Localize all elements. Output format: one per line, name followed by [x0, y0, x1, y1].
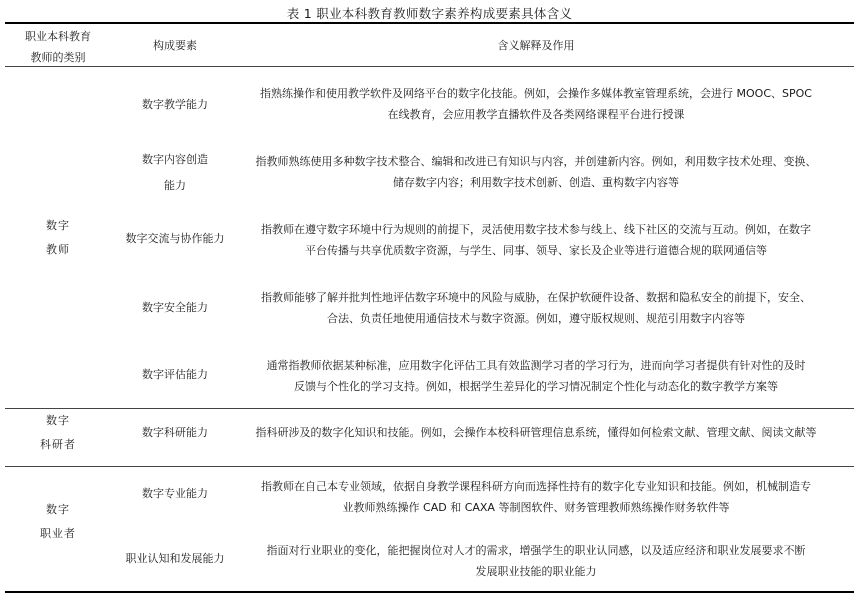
element-cell	[108, 226, 242, 252]
description-cell	[238, 355, 834, 397]
description-cell	[238, 540, 834, 582]
bottom-rule	[5, 591, 854, 593]
description-line1: 指教师在遵守数字环境中行为规则的前提下，灵活使用数字技术参与线上、线下社区的交流与互动。例如，在数字	[261, 223, 811, 236]
description-line1: 指教师能够了解并批判性地评估数字环境中的风险与威胁，在保护软硬件设备、数据和隐私安全的前提下，安全、	[261, 291, 811, 304]
element-line1: 数字专业能力	[142, 487, 208, 500]
description-cell	[238, 83, 834, 125]
group-rule	[5, 408, 854, 409]
category-line1: 数字	[46, 503, 70, 516]
description-line1: 指面对行业职业的变化，能把握岗位对人才的需求，增强学生的职业认同感，以及适应经济和职业发展要求不断	[266, 544, 806, 557]
description-cell	[238, 287, 834, 329]
element-line1: 数字安全能力	[142, 301, 208, 314]
element-line1: 数字交流与协作能力	[125, 232, 225, 245]
element-line1: 数字教学能力	[142, 98, 208, 111]
description-cell	[238, 422, 834, 443]
description-line1: 指教师在自己本专业领域，依据自身教学课程科研方向而选择性持有的数字化专业知识和技能。例如，机械制造专	[261, 480, 811, 493]
element-cell	[112, 420, 238, 446]
description-line2: 反馈与个性化的学习支持。例如，根据学生差异化的学习情况制定个性化与动态化的数字教学方案等	[294, 380, 778, 393]
category-line2: 科研者	[40, 438, 76, 451]
description-line1: 指科研涉及的数字化知识和技能。例如，会操作本校科研管理信息系统，懂得如何检索文献、管理文献、阅读文献等	[255, 426, 817, 439]
element-line1: 职业认知和发展能力	[125, 552, 225, 565]
category-line2: 教师	[46, 243, 70, 256]
category-line1: 数字	[46, 219, 70, 232]
element-line2: 能力	[164, 179, 186, 192]
element-cell	[112, 147, 238, 199]
top-rule	[5, 22, 854, 24]
description-line2: 发展职业技能的职业能力	[475, 565, 597, 578]
header-category	[8, 26, 108, 68]
category-label	[8, 214, 108, 262]
category-label	[8, 498, 108, 546]
category-label	[8, 409, 108, 457]
description-cell	[238, 151, 834, 193]
element-cell	[112, 481, 238, 507]
header-category-line1: 职业本科教育	[25, 30, 91, 43]
description-line1: 指教师熟练使用多种数字技术整合、编辑和改进已有知识与内容，并创建新内容。例如，利用数字技术处理、变换、	[255, 155, 817, 168]
description-line2: 在线教育，会应用教学直播软件及各类网络课程平台进行授课	[387, 108, 685, 121]
element-cell	[112, 362, 238, 388]
description-line1: 指熟练操作和使用教学软件及网络平台的数字化技能。例如，会操作多媒体教室管理系统，会进行 MOOC、SPOC	[260, 87, 812, 100]
header-rule	[5, 66, 854, 67]
description-line2: 业教师熟练操作 CAD 和 CAXA 等制图软件、财务管理教师熟练操作财务软件等	[342, 501, 730, 514]
element-line1: 数字评估能力	[142, 368, 208, 381]
category-line1: 数字	[46, 414, 70, 427]
element-line1: 数字科研能力	[142, 426, 208, 439]
description-cell	[238, 219, 834, 261]
header-meaning: 含义解释及作用	[497, 39, 575, 52]
table-caption: 表 1 职业本科教育教师数字素养构成要素具体含义	[286, 6, 573, 21]
category-line2: 职业者	[40, 527, 76, 540]
description-line1: 通常指教师依据某种标准，应用数字化评估工具有效监测学习者的学习行为，进而向学习者提供有针对性的及时	[266, 359, 806, 372]
element-cell	[112, 295, 238, 321]
element-line1: 数字内容创造	[142, 153, 208, 166]
element-cell	[112, 92, 238, 118]
description-line2: 储存数字内容；利用数字技术创新、创造、重构数字内容等	[393, 176, 679, 189]
group-rule	[5, 466, 854, 467]
element-cell	[108, 546, 242, 572]
header-category-line2: 教师的类别	[30, 51, 86, 64]
description-line2: 合法、负责任地使用通信技术与数字资源。例如，遵守版权规则、规范引用数字内容等	[327, 312, 745, 325]
description-cell	[238, 476, 834, 518]
header-element: 构成要素	[153, 39, 197, 52]
description-line2: 平台传播与共享优质数字资源，与学生、同事、领导、家长及企业等进行道德合规的联网通信等	[305, 244, 767, 257]
